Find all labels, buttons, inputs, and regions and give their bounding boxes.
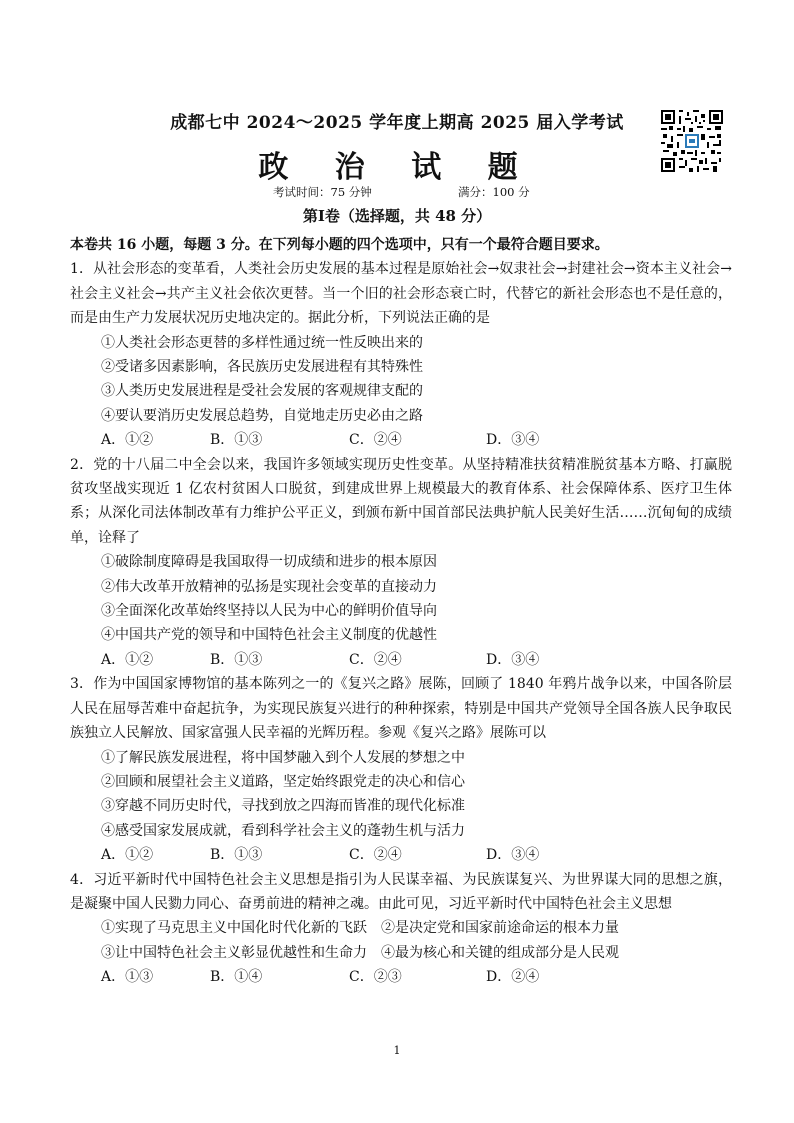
answer-choices: [70, 648, 732, 672]
question-stem: 1．从社会形态的变革看，人类社会历史发展的基本过程是原始社会→奴隶社会→封建社会→资本主义社会→社会主义社会→共产主义社会依次更替。当一个旧的社会形态衰亡时，代替它的新社会形态也不是任意的，而是由生产力发展状况历史地决定的。据此分析，下列说法正确的是: [70, 261, 732, 327]
answer-choices: [70, 965, 732, 989]
choice-d: D．③④: [486, 847, 540, 864]
answer-choices: [70, 428, 732, 452]
statement-option: ②受诸多因素影响，各民族历史发展进程有其特殊性: [101, 359, 423, 376]
choice-c: C．②④: [349, 847, 402, 864]
qr-code-icon: [661, 110, 723, 172]
choice-b: B．①③: [210, 432, 263, 449]
exam-time: 考试时间：75 分钟: [273, 185, 372, 199]
question-3: [70, 672, 732, 867]
questions-area: [70, 233, 732, 990]
statement-option: ③人类历史发展进程是受社会发展的客观规律支配的: [101, 383, 423, 400]
statement-option: ①破除制度障碍是我国取得一切成绩和进步的根本原因: [101, 554, 437, 571]
choice-d: D．③④: [486, 651, 540, 668]
statement-option: ④感受国家发展成就，看到科学社会主义的蓬勃生机与活力: [101, 822, 465, 839]
question-stem: 4．习近平新时代中国特色社会主义思想是指引为人民谋幸福、为民族谋复兴、为世界谋大同的思想之旗，是凝聚中国人民勠力同心、奋勇前进的精神之魂。由此可见，习近平新时代中国特色社会主义思想: [70, 871, 732, 912]
section-heading: 第Ⅰ卷（选择题，共 48 分）: [302, 207, 492, 225]
choice-c: C．②④: [349, 432, 402, 449]
subject-title: 政 治 试 题: [258, 150, 536, 185]
exam-title: 成都七中 2024～2025 学年度上期高 2025 届入学考试: [170, 113, 624, 133]
statement-option: ②伟大改革开放精神的弘扬是实现社会变革的直接动力: [101, 578, 437, 595]
statement-option: ④最为核心和关键的组成部分是人民观: [381, 944, 619, 961]
choice-b: B．①③: [210, 847, 263, 864]
statement-option: ③让中国特色社会主义彰显优越性和生命力: [101, 944, 367, 961]
statement-option: ①了解民族发展进程，将中国梦融入到个人发展的梦想之中: [101, 749, 465, 766]
statement-option: ④中国共产党的领导和中国特色社会主义制度的优越性: [101, 627, 437, 644]
choice-b: B．①④: [210, 969, 263, 986]
choice-d: D．③④: [486, 432, 540, 449]
statement-option: ③全面深化改革始终坚持以人民为中心的鲜明价值导向: [101, 603, 437, 620]
choice-a: A．①②: [101, 847, 154, 864]
answer-choices: [70, 843, 732, 867]
choice-c: C．②④: [349, 651, 402, 668]
choice-a: A．①②: [101, 651, 154, 668]
statement-option: ①实现了马克思主义中国化时代化新的飞跃: [101, 920, 367, 937]
statement-option: ①人类社会形态更替的多样性通过统一性反映出来的: [101, 334, 423, 351]
choice-d: D．②④: [486, 969, 540, 986]
question-2: [70, 453, 732, 673]
page-number: 1: [393, 1044, 401, 1057]
statement-option-row: [70, 941, 732, 965]
full-score: 满分：100 分: [458, 185, 530, 199]
statement-option: ③穿越不同历史时代，寻找到放之四海而皆准的现代化标准: [101, 798, 465, 815]
statement-option: ④要认要消历史发展总趋势，自觉地走历史必由之路: [101, 407, 423, 424]
statement-option: ②回顾和展望社会主义道路，坚定始终跟党走的决心和信心: [101, 773, 465, 790]
question-1: [70, 257, 732, 452]
question-4: [70, 868, 732, 990]
choice-a: A．①③: [101, 969, 154, 986]
section-intro: 本卷共 16 小题，每题 3 分。在下列每小题的四个选项中，只有一个最符合题目要求。: [70, 237, 609, 253]
choice-a: A．①②: [101, 432, 154, 449]
choice-c: C．②③: [349, 969, 402, 986]
statement-option: ②是决定党和国家前途命运的根本力量: [381, 920, 619, 937]
question-stem: 3．作为中国国家博物馆的基本陈列之一的《复兴之路》展陈，回顾了 1840 年鸦片战争以来，中国各阶层人民在屈辱苦难中奋起抗争，为实现民族复兴进行的种种探索，特别是中国共产党领导全国各族人民争取民族独立人民解放、国家富强人民幸福的光辉历程。参观《复兴之路》展陈可以: [70, 676, 732, 742]
question-stem: 2．党的十八届二中全会以来，我国许多领域实现历史性变革。从坚持精准扶贫精准脱贫基本方略、打赢脱贫攻坚战实现近 1 亿农村贫困人口脱贫，到建成世界上规模最大的教育体系、社会保障体系、医疗卫生体系；从深化司法体制改革有力维护公平正义，到颁布新中国首部民法典护航人民美好生活……沉甸甸的成绩单，诠释了: [70, 456, 732, 546]
choice-b: B．①③: [210, 651, 263, 668]
statement-option-row: [70, 916, 732, 940]
